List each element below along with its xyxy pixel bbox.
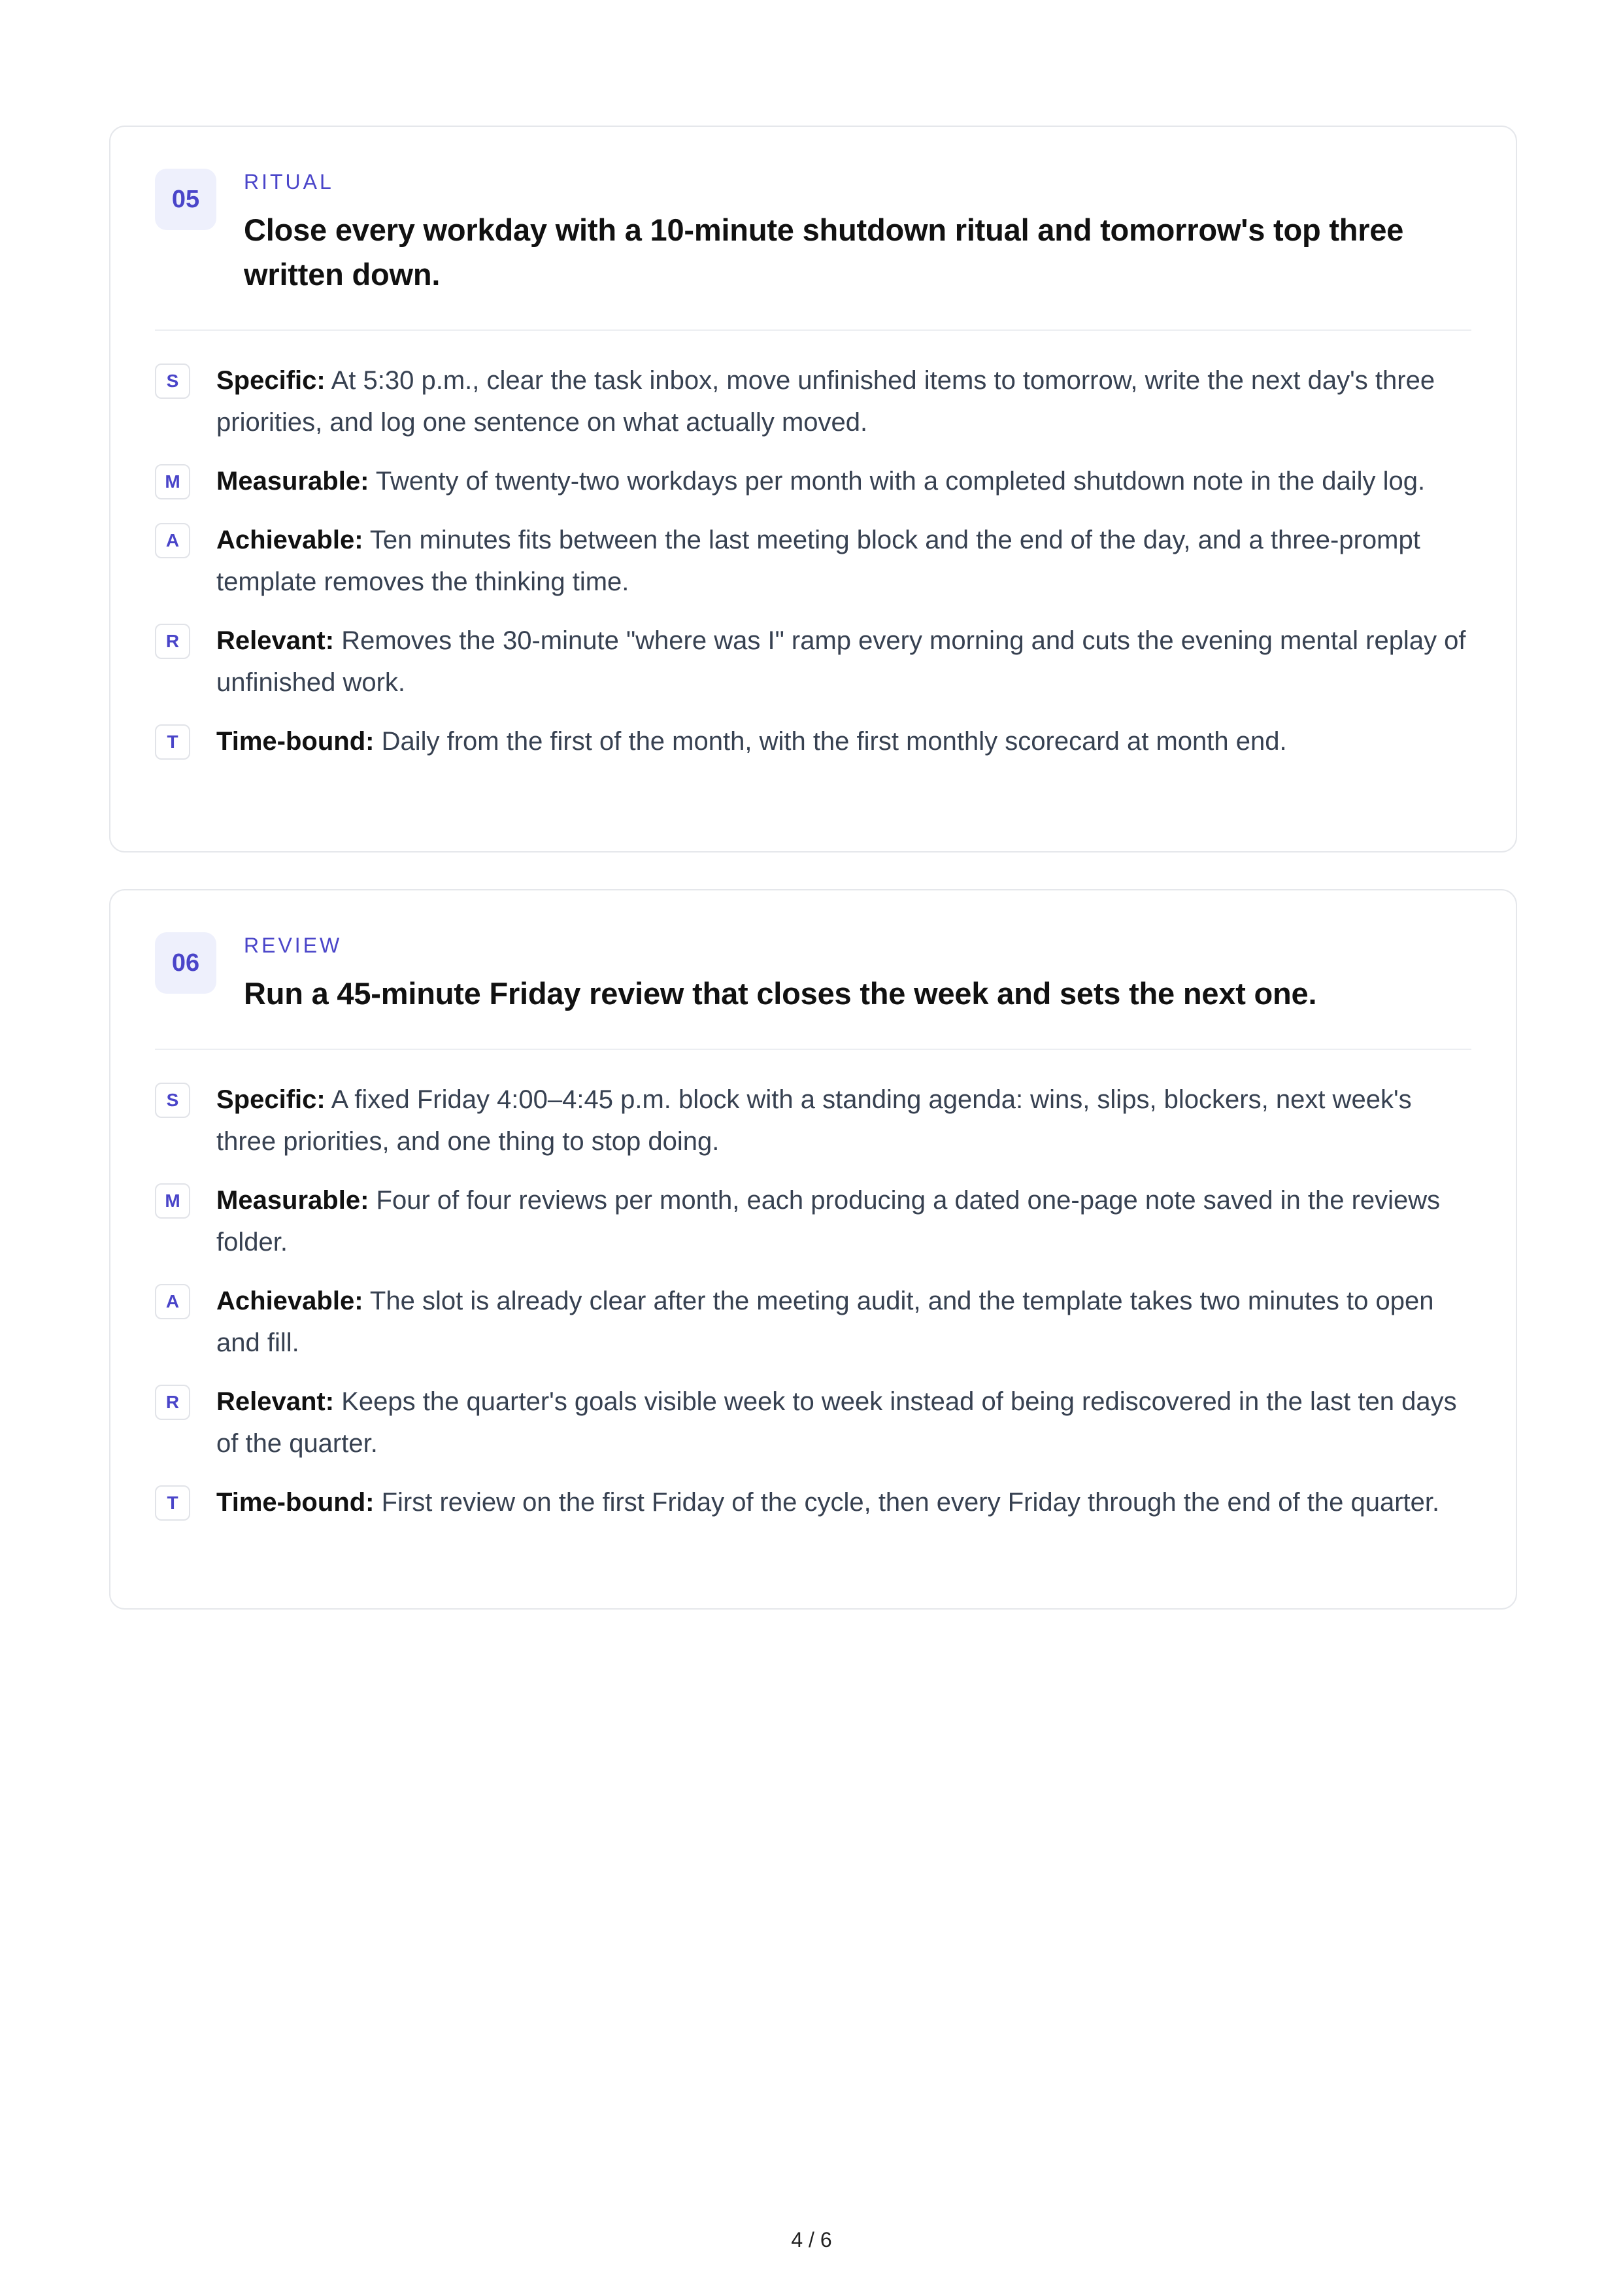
- smart-letter-badge: A: [155, 1284, 190, 1319]
- smart-label: Specific:: [216, 366, 326, 395]
- goal-number-badge: 06: [155, 932, 216, 994]
- smart-letter-badge: T: [155, 1485, 190, 1521]
- smart-label: Achievable:: [216, 526, 363, 554]
- smart-item-measurable: [155, 1179, 1471, 1263]
- goal-category: RITUAL: [244, 170, 334, 194]
- smart-text: The slot is already clear after the meeting audit, and the template takes two minutes to open and fill.: [216, 1287, 1434, 1357]
- smart-text: Keeps the quarter's goals visible week to week instead of being rediscovered in the last ten days of the quarter.: [216, 1387, 1457, 1458]
- smart-letter-badge: S: [155, 363, 190, 399]
- smart-item-relevant: [155, 620, 1471, 703]
- goal-card: [109, 126, 1517, 853]
- smart-label: Measurable:: [216, 467, 369, 496]
- smart-letter-badge: S: [155, 1083, 190, 1118]
- smart-label: Relevant:: [216, 626, 335, 655]
- smart-item-measurable: [155, 460, 1471, 502]
- smart-label: Time-bound:: [216, 727, 375, 756]
- smart-letter-badge: M: [155, 1183, 190, 1219]
- smart-text: Four of four reviews per month, each producing a dated one-page note saved in the reviews folder.: [216, 1186, 1441, 1257]
- smart-letter-badge: A: [155, 523, 190, 558]
- smart-text: First review on the first Friday of the cycle, then every Friday through the end of the quarter.: [381, 1488, 1440, 1517]
- smart-text: Daily from the first of the month, with the first monthly scorecard at month end.: [381, 727, 1287, 756]
- smart-item-specific: [155, 1079, 1471, 1162]
- goal-category: REVIEW: [244, 934, 343, 957]
- goal-title: Close every workday with a 10-minute shutdown ritual and tomorrow's top three written down.: [244, 212, 1404, 292]
- goal-title: Run a 45-minute Friday review that closes the week and sets the next one.: [244, 976, 1317, 1011]
- smart-item-time-bound: [155, 720, 1471, 762]
- smart-item-achievable: [155, 1280, 1471, 1364]
- smart-criteria-list: [155, 360, 1471, 762]
- smart-label: Specific:: [216, 1085, 326, 1114]
- smart-text: A fixed Friday 4:00–4:45 p.m. block with a standing agenda: wins, slips, blockers, next week's three priorities, and one thing to stop doing.: [216, 1085, 1412, 1156]
- smart-label: Achievable:: [216, 1287, 363, 1315]
- page-number: 4 / 6: [791, 2228, 832, 2252]
- smart-label: Measurable:: [216, 1186, 369, 1215]
- goal-card: [109, 889, 1517, 1610]
- smart-text: Ten minutes fits between the last meeting block and the end of the day, and a three-prompt template removes the thinking time.: [216, 526, 1420, 596]
- smart-text: Twenty of twenty-two workdays per month with a completed shutdown note in the daily log.: [375, 467, 1426, 496]
- smart-letter-badge: M: [155, 464, 190, 499]
- smart-letter-badge: R: [155, 1385, 190, 1420]
- goal-number-badge: 05: [155, 169, 216, 230]
- smart-letter-badge: T: [155, 724, 190, 760]
- smart-criteria-list: [155, 1079, 1471, 1523]
- smart-item-specific: [155, 360, 1471, 443]
- smart-item-time-bound: [155, 1481, 1471, 1523]
- smart-label: Time-bound:: [216, 1488, 375, 1517]
- smart-label: Relevant:: [216, 1387, 335, 1416]
- smart-text: At 5:30 p.m., clear the task inbox, move unfinished items to tomorrow, write the next day's three priorities, and log one sentence on what actually moved.: [216, 366, 1435, 437]
- smart-item-relevant: [155, 1381, 1471, 1464]
- smart-item-achievable: [155, 519, 1471, 603]
- goal-header: [155, 932, 1471, 1050]
- smart-letter-badge: R: [155, 624, 190, 659]
- goal-header: [155, 169, 1471, 331]
- smart-text: Removes the 30-minute "where was I" ramp every morning and cuts the evening mental replay of unfinished work.: [216, 626, 1466, 697]
